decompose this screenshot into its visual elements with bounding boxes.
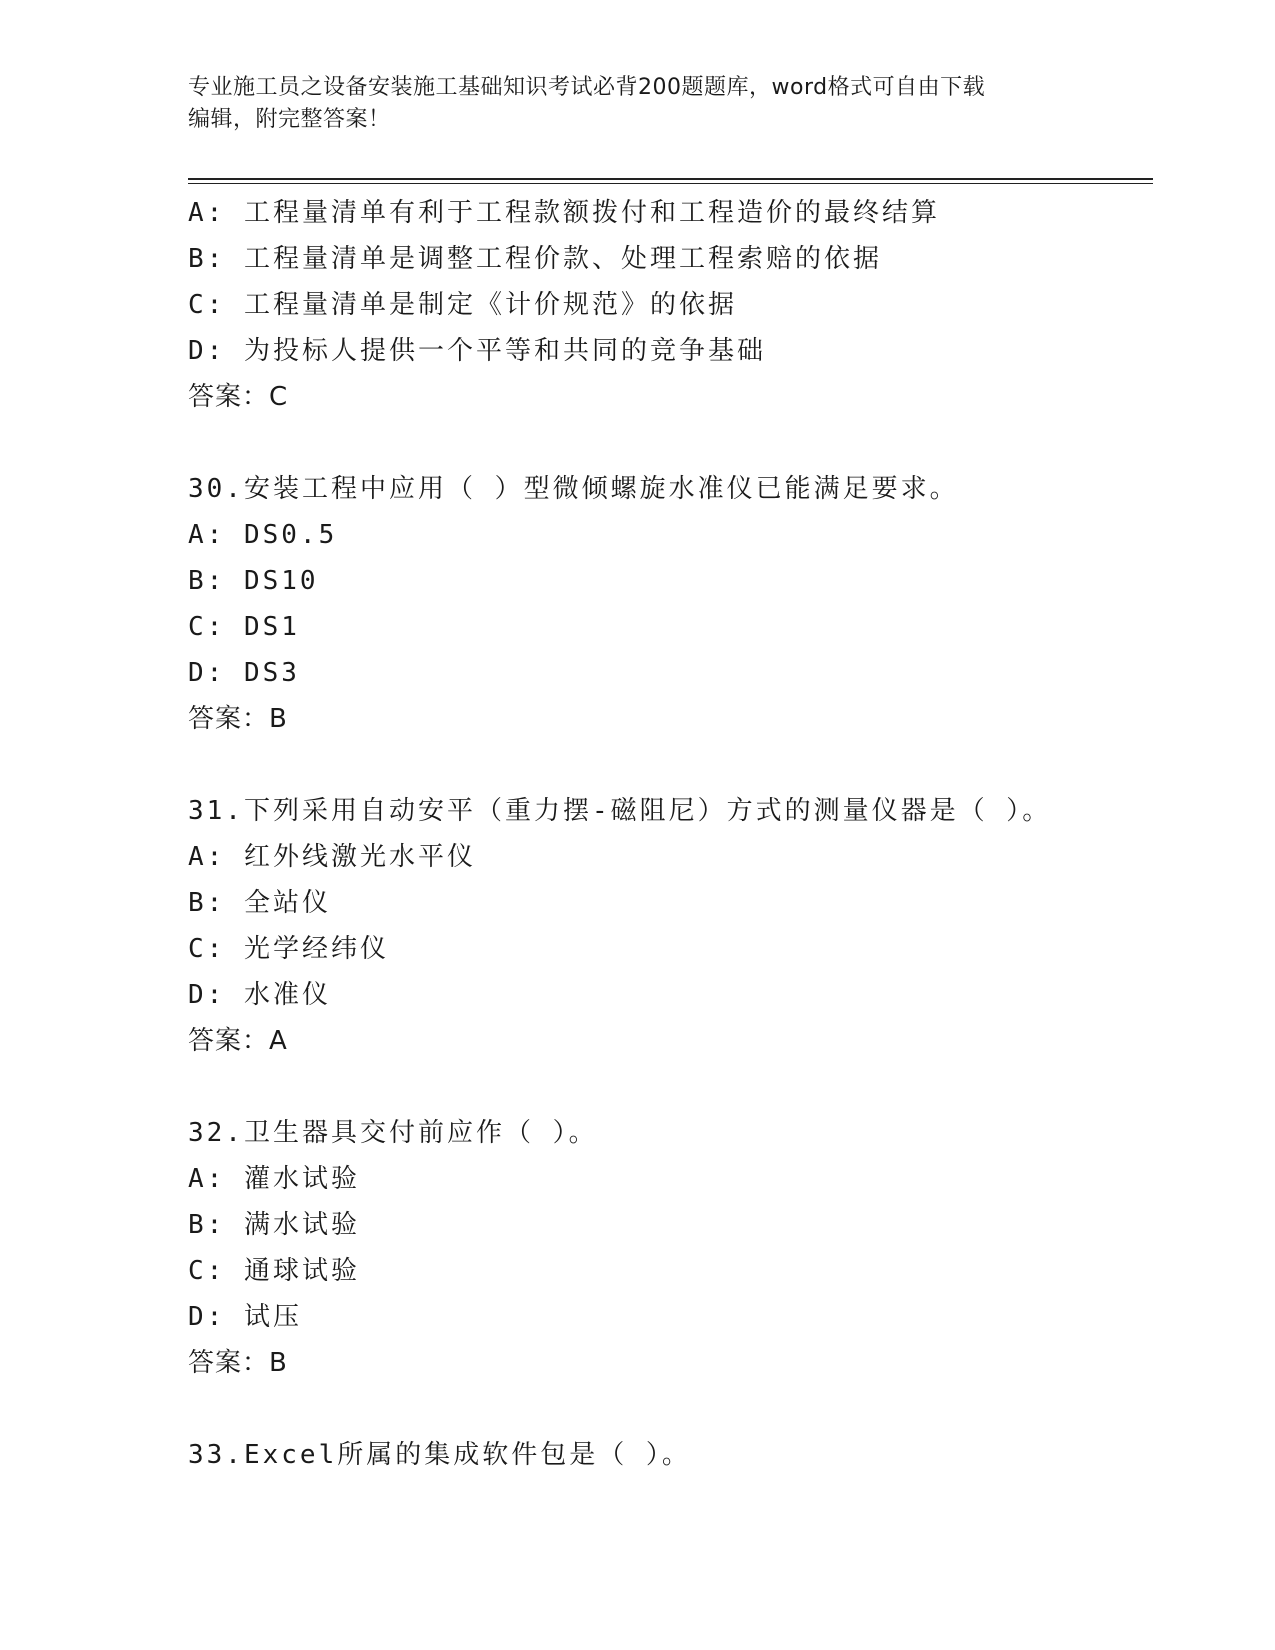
option-d: D: 水准仪 — [188, 980, 331, 1010]
option-a: A: 红外线激光水平仪 — [188, 842, 476, 872]
question-31 — [188, 788, 1148, 1064]
question-32 — [188, 1110, 1148, 1386]
option-a: A: DS0.5 — [188, 520, 338, 550]
answer-label: 答案：A — [188, 1026, 288, 1056]
option-b: B: 全站仪 — [188, 888, 331, 918]
header-divider — [188, 178, 1153, 180]
answer-label: 答案：B — [188, 1348, 288, 1378]
spacer — [188, 420, 1148, 466]
option-d: D: 为投标人提供一个平等和共同的竞争基础 — [188, 336, 766, 366]
option-b: B: 满水试验 — [188, 1210, 360, 1240]
option-b: B: DS10 — [188, 566, 319, 596]
question-33 — [188, 1432, 1148, 1478]
spacer — [188, 742, 1148, 788]
option-c: C: DS1 — [188, 612, 300, 642]
question-text: 32.卫生器具交付前应作（ ）。 — [188, 1118, 598, 1148]
question-text: 30.安装工程中应用（ ）型微倾螺旋水准仪已能满足要求。 — [188, 474, 959, 504]
answer-label: 答案：C — [188, 382, 289, 412]
option-c: C: 通球试验 — [188, 1256, 360, 1286]
option-b: B: 工程量清单是调整工程价款、处理工程索赔的依据 — [188, 244, 882, 274]
answer-label: 答案：B — [188, 704, 288, 734]
question-list — [188, 190, 1148, 1478]
option-d: D: DS3 — [188, 658, 300, 688]
header-title-line1: 专业施工员之设备安装施工基础知识考试必背200题题库，word格式可自由下载 — [188, 75, 986, 100]
document-header — [188, 72, 1088, 136]
option-a: A: 灌水试验 — [188, 1164, 360, 1194]
spacer — [188, 1064, 1148, 1110]
spacer — [188, 1386, 1148, 1432]
question-30 — [188, 466, 1148, 742]
option-a: A: 工程量清单有利于工程款额拨付和工程造价的最终结算 — [188, 198, 940, 228]
question-text: 33.Excel所属的集成软件包是（ ）。 — [188, 1440, 691, 1470]
header-title-line2: 编辑，附完整答案！ — [188, 107, 391, 132]
option-c: C: 光学经纬仪 — [188, 934, 389, 964]
question-29-options — [188, 190, 1148, 420]
header-divider-thin — [188, 183, 1153, 184]
option-c: C: 工程量清单是制定《计价规范》的依据 — [188, 290, 737, 320]
question-text: 31.下列采用自动安平（重力摆-磁阻尼）方式的测量仪器是（ ）。 — [188, 796, 1052, 826]
option-d: D: 试压 — [188, 1302, 302, 1332]
